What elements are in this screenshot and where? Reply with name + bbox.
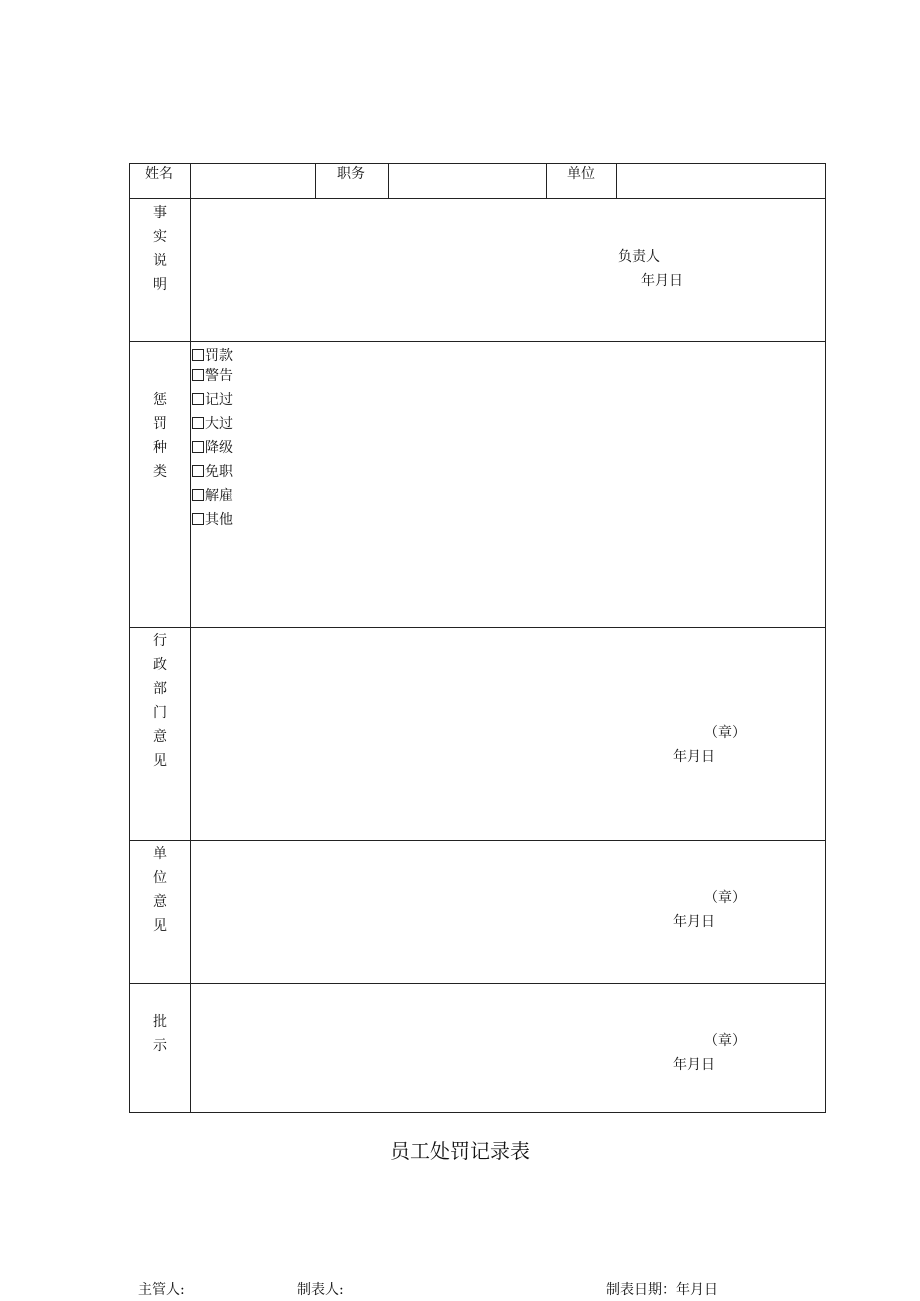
unit-opinion-field[interactable] xyxy=(191,841,825,983)
label-char: 见 xyxy=(153,753,167,769)
checkbox[interactable] xyxy=(192,465,204,477)
label-char: 见 xyxy=(153,918,167,934)
table-border-right xyxy=(825,163,826,1113)
prep-date-label: 制表日期：年月日 xyxy=(606,1282,718,1298)
label-char: 意 xyxy=(153,729,167,745)
checkbox[interactable] xyxy=(192,393,204,405)
penalty-option-dismissal-from-post[interactable] xyxy=(192,462,233,482)
label-char: 种 xyxy=(153,440,167,456)
option-label: 记过 xyxy=(205,392,233,408)
row-divider xyxy=(129,341,826,342)
unit-date: 年月日 xyxy=(673,914,715,930)
approval-label xyxy=(129,1010,191,1058)
table-border-bottom xyxy=(129,1112,826,1113)
preparer-label: 制表人: xyxy=(297,1282,344,1298)
label-char: 事 xyxy=(153,205,167,221)
facts-date: 年月日 xyxy=(641,273,683,289)
label-char: 单 xyxy=(153,846,167,862)
option-label: 罚款 xyxy=(205,348,233,364)
penalty-option-warning[interactable] xyxy=(192,366,233,386)
checkbox[interactable] xyxy=(192,441,204,453)
penalty-option-fine[interactable] xyxy=(192,346,233,366)
checkbox[interactable] xyxy=(192,513,204,525)
option-label: 免职 xyxy=(205,464,233,480)
option-label: 解雇 xyxy=(205,488,233,504)
label-char: 意 xyxy=(153,894,167,910)
label-char: 罚 xyxy=(153,416,167,432)
header-col-divider xyxy=(315,163,316,199)
penalty-option-termination[interactable] xyxy=(192,486,233,506)
penalty-option-demotion[interactable] xyxy=(192,438,233,458)
label-char: 说 xyxy=(153,253,167,269)
penalty-option-major-demerit[interactable] xyxy=(192,414,233,434)
admin-opinion-label xyxy=(129,629,191,773)
checkbox[interactable] xyxy=(192,417,204,429)
unit-opinion-label xyxy=(129,842,191,938)
approval-date: 年月日 xyxy=(673,1057,715,1073)
checkbox[interactable] xyxy=(192,369,204,381)
admin-date: 年月日 xyxy=(673,749,715,765)
approval-seal: （章） xyxy=(704,1033,746,1049)
unit-seal: （章） xyxy=(704,890,746,906)
option-label: 降级 xyxy=(205,440,233,456)
penalty-label xyxy=(129,388,191,484)
label-char: 示 xyxy=(153,1038,167,1054)
option-label: 警告 xyxy=(205,368,233,384)
label-char: 位 xyxy=(153,870,167,886)
header-col-divider xyxy=(546,163,547,199)
unit-field[interactable] xyxy=(617,164,825,198)
label-char: 明 xyxy=(153,277,167,293)
name-label: 姓名 xyxy=(145,166,173,182)
label-char: 实 xyxy=(153,229,167,245)
position-field[interactable] xyxy=(389,164,546,198)
option-label: 其他 xyxy=(205,512,233,528)
label-char: 批 xyxy=(153,1014,167,1030)
label-char: 门 xyxy=(153,705,167,721)
responsible-label: 负责人 xyxy=(618,249,660,265)
page-title: 员工处罚记录表 xyxy=(390,1139,530,1163)
facts-label xyxy=(129,201,191,297)
checkbox[interactable] xyxy=(192,349,204,361)
label-char: 惩 xyxy=(153,392,167,408)
label-char: 部 xyxy=(153,681,167,697)
option-label: 大过 xyxy=(205,416,233,432)
label-char: 行 xyxy=(153,633,167,649)
name-field[interactable] xyxy=(191,164,315,198)
position-label: 职务 xyxy=(337,166,365,182)
checkbox[interactable] xyxy=(192,489,204,501)
label-char: 政 xyxy=(153,657,167,673)
penalty-option-other[interactable] xyxy=(192,510,233,530)
facts-field[interactable] xyxy=(191,199,825,341)
label-char: 类 xyxy=(153,464,167,480)
penalty-option-demerit[interactable] xyxy=(192,390,233,410)
unit-label: 单位 xyxy=(567,166,595,182)
admin-seal: （章） xyxy=(704,725,746,741)
supervisor-label: 主管人: xyxy=(138,1282,185,1298)
